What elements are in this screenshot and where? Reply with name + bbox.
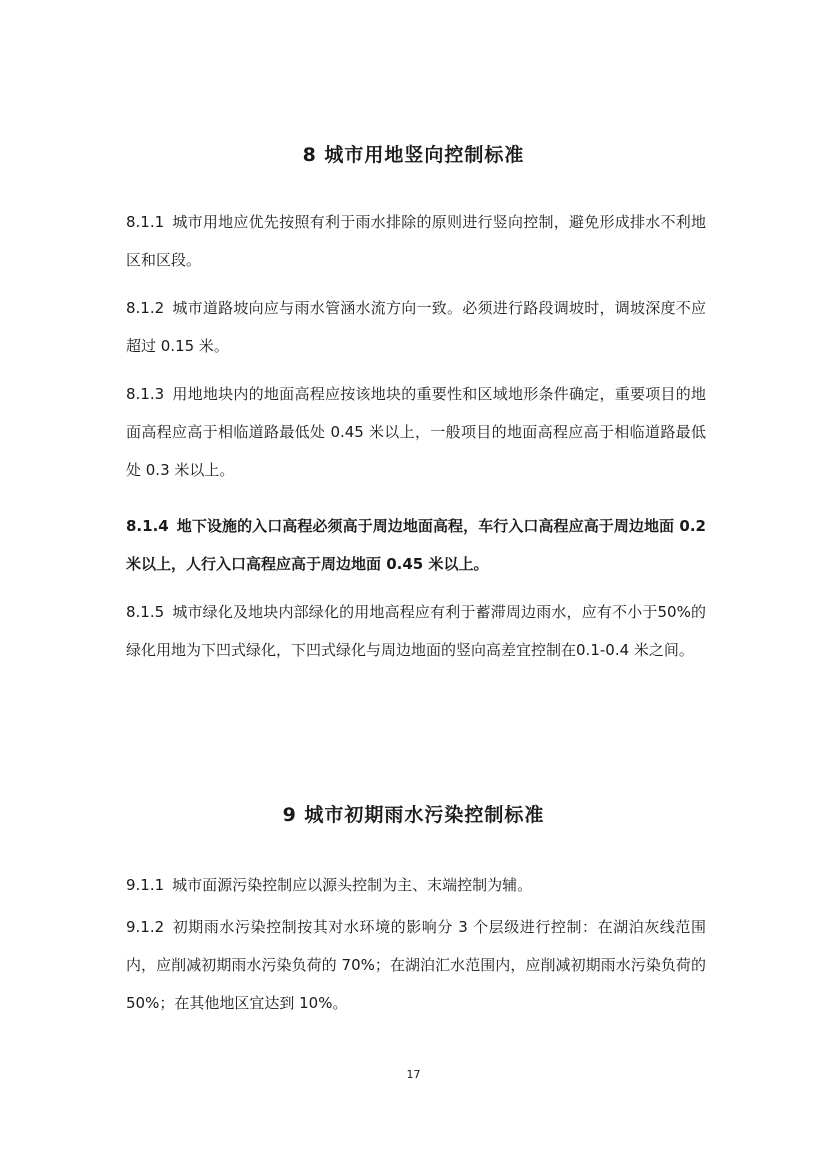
clause-8-1-5: [126, 593, 706, 669]
clause-text: 城市道路坡向应与雨水管涵水流方向一致。必须进行路段调坡时，调坡深度不应超过 0.15 米。: [126, 299, 706, 355]
clause-8-1-1: [126, 203, 706, 279]
clause-text: 地下设施的入口高程必须高于周边地面高程，车行入口高程应高于周边地面 0.2 米以上，人行入口高程应高于周边地面 0.45 米以上。: [126, 517, 706, 573]
clause-text: 城市用地应优先按照有利于雨水排除的原则进行竖向控制，避免形成排水不利地区和区段。: [126, 213, 706, 269]
clause-number: 8.1.3: [126, 385, 165, 403]
clause-number: 8.1.4: [126, 517, 169, 535]
clause-text: 城市面源污染控制应以源头控制为主、末端控制为辅。: [172, 876, 533, 894]
clause-8-1-3: [126, 375, 706, 489]
clause-number: 8.1.5: [126, 603, 165, 621]
clause-number: 8.1.1: [126, 213, 165, 231]
clause-number: 9.1.2: [126, 918, 165, 936]
clause-text: 城市绿化及地块内部绿化的用地高程应有利于蓄滞周边雨水，应有不小于50%的绿化用地为下凹式绿化，下凹式绿化与周边地面的竖向高差宜控制在0.1-0.4 米之间。: [126, 603, 706, 659]
clause-number: 9.1.1: [126, 876, 165, 894]
clause-text: 初期雨水污染控制按其对水环境的影响分 3 个层级进行控制：在湖泊灰线范围内，应削减初期雨水污染负荷的 70%；在湖泊汇水范围内，应削减初期雨水污染负荷的 50%；在其他地区宜达到 10%。: [126, 918, 706, 1012]
section-8-heading: 8 城市用地竖向控制标准: [302, 144, 525, 166]
clause-number: 8.1.2: [126, 299, 165, 317]
clause-9-1-2: [126, 908, 706, 1022]
clause-8-1-2: [126, 289, 706, 365]
page-number: 17: [406, 1068, 421, 1081]
section-9-heading: 9 城市初期雨水污染控制标准: [282, 804, 545, 826]
clause-9-1-1: [126, 866, 706, 904]
clause-8-1-4: [126, 507, 706, 583]
clause-text: 用地地块内的地面高程应按该地块的重要性和区域地形条件确定，重要项目的地面高程应高于相临道路最低处 0.45 米以上，一般项目的地面高程应高于相临道路最低处 0.3 米以上。: [126, 385, 706, 479]
